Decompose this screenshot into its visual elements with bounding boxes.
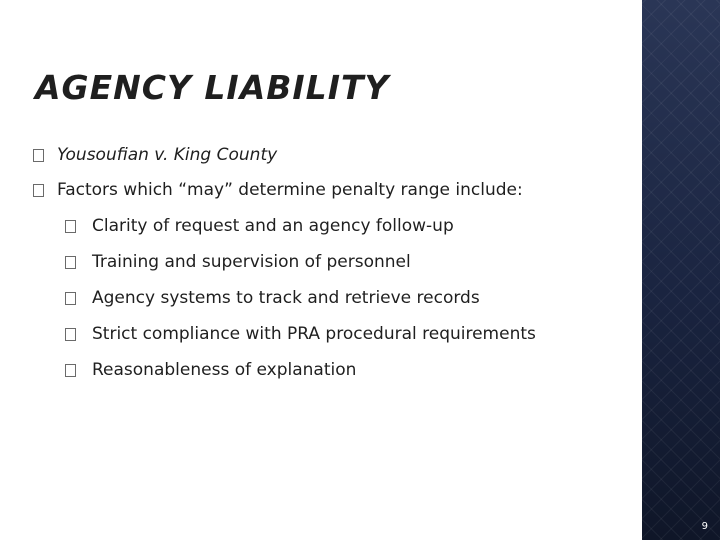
- decorative-sidebar: [642, 0, 720, 540]
- bullet-box-icon: [33, 184, 44, 197]
- bullet-box-icon: [65, 256, 76, 269]
- slide-title: AGENCY LIABILITY: [35, 68, 390, 107]
- bullet-text: Factors which “may” determine penalty range include:: [57, 180, 523, 200]
- sub-bullet-item: [65, 324, 536, 344]
- bullet-item: [33, 180, 523, 200]
- sub-bullet-item: [65, 216, 454, 236]
- sub-bullet-item: [65, 360, 356, 380]
- bullet-text: Yousoufian v. King County: [57, 145, 278, 165]
- sub-bullet-text: Strict compliance with PRA procedural requirements: [92, 324, 536, 344]
- sub-bullet-text: Clarity of request and an agency follow-up: [92, 216, 454, 236]
- sub-bullet-text: Agency systems to track and retrieve records: [92, 288, 480, 308]
- bullet-box-icon: [65, 328, 76, 341]
- sub-bullet-text: Reasonableness of explanation: [92, 360, 357, 380]
- sub-bullet-item: [65, 288, 480, 308]
- sub-bullet-text: Training and supervision of personnel: [92, 252, 411, 272]
- bullet-box-icon: [65, 364, 76, 377]
- bullet-item: [33, 145, 277, 165]
- page-number: 9: [701, 521, 708, 532]
- sub-bullet-item: [65, 252, 411, 272]
- bullet-box-icon: [65, 220, 76, 233]
- bullet-box-icon: [33, 149, 44, 162]
- bullet-box-icon: [65, 292, 76, 305]
